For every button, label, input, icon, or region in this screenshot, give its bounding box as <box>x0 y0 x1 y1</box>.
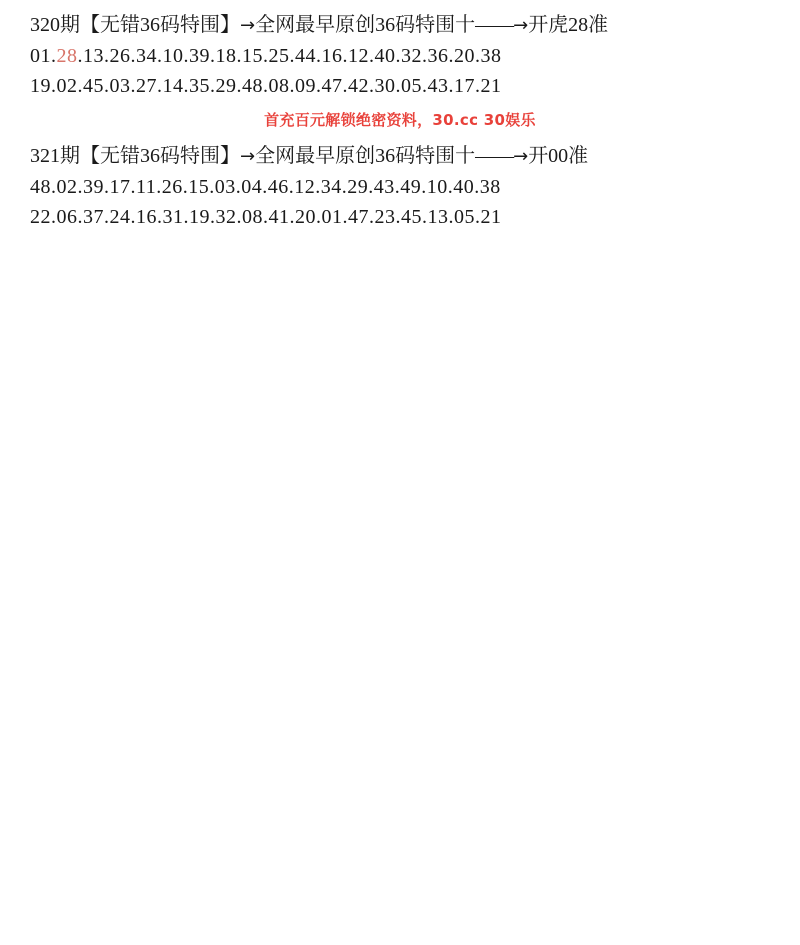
entry-321-numbers-row-2: 22.06.37.24.16.31.19.32.08.41.20.01.47.23.45.13.05.21 <box>30 206 502 228</box>
entry-320-numbers-row-1 <box>30 41 800 71</box>
entry-320-highlight-number: 28 <box>56 45 78 67</box>
entry-320-heading-prefix: 320期【无错36码特围】 <box>30 14 240 36</box>
entry-321-heading-suffix: 开00准 <box>528 145 589 167</box>
promo-banner[interactable]: 首充百元解锁绝密资料，30.cc 30娱乐 <box>264 111 536 129</box>
arrow-icon-4: → <box>513 146 529 167</box>
entry-320-block <box>0 10 800 101</box>
entry-320-heading-suffix: 开虎28准 <box>528 14 609 36</box>
entry-320-dashes: —— <box>475 14 514 36</box>
entry-321-block <box>0 141 800 232</box>
entry-320-row1-before: 01. <box>30 45 57 67</box>
entry-320-heading <box>30 10 800 41</box>
arrow-icon-2: → <box>513 15 529 36</box>
entry-321-heading-prefix: 321期【无错36码特围】 <box>30 145 240 167</box>
arrow-icon: → <box>240 15 256 36</box>
entry-321-heading <box>30 141 800 172</box>
arrow-icon-3: → <box>240 146 256 167</box>
entry-321-numbers-row-1: 48.02.39.17.11.26.15.03.04.46.12.34.29.43.49.10.40.38 <box>30 176 501 198</box>
entry-320-row1-after: .13.26.34.10.39.18.15.25.44.16.12.40.32.36.20.38 <box>77 45 502 67</box>
entry-321-heading-mid: 全网最早原创36码特围十 <box>255 145 476 167</box>
entry-320-heading-mid: 全网最早原创36码特围十 <box>255 14 476 36</box>
entry-320-numbers-row-2: 19.02.45.03.27.14.35.29.48.08.09.47.42.30.05.43.17.21 <box>30 75 502 97</box>
entry-321-dashes: —— <box>475 145 514 167</box>
